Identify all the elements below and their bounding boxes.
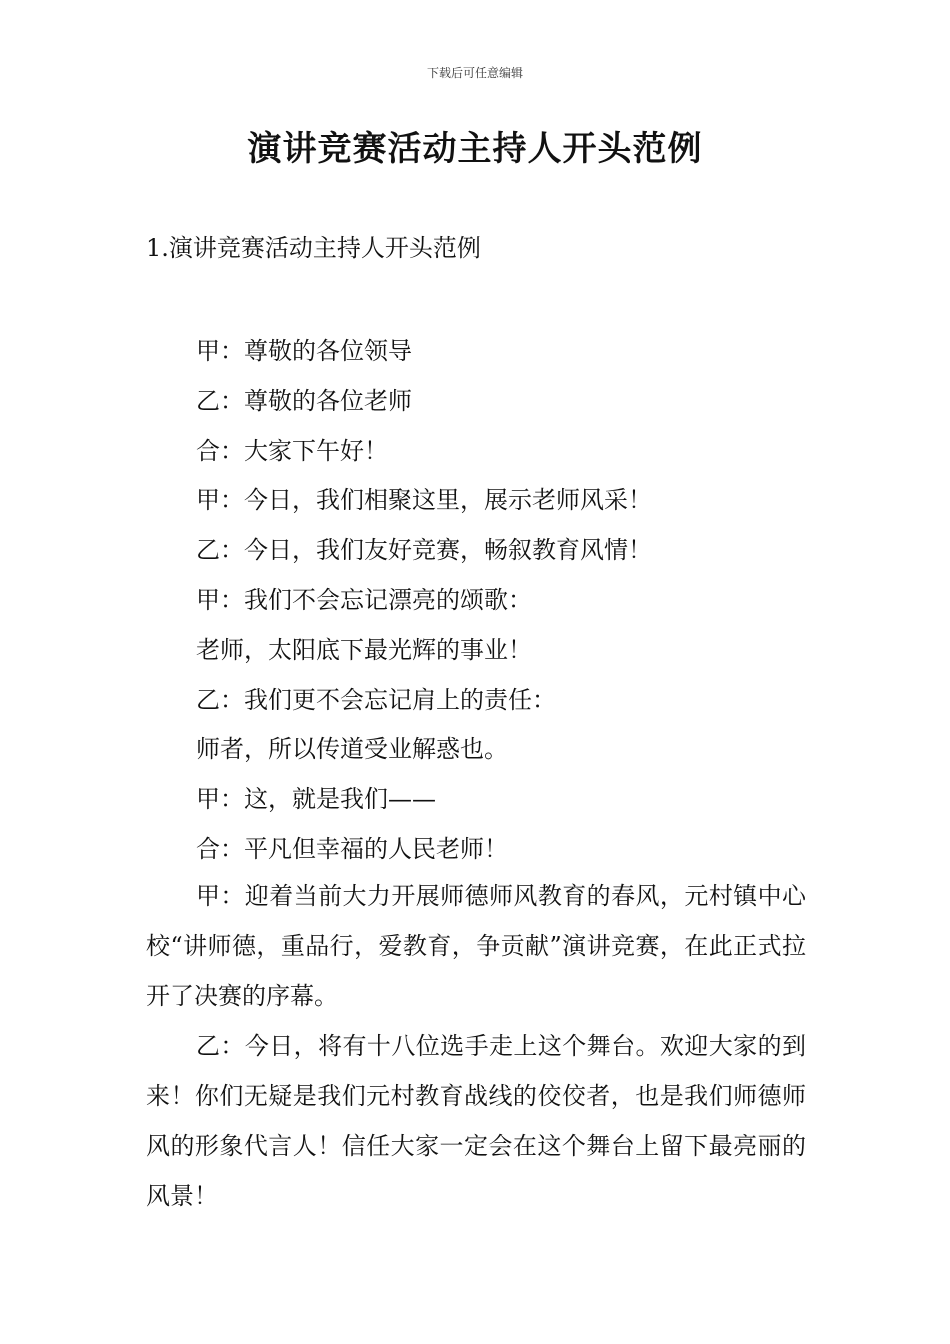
dialogue-line: 甲：今日，我们相聚这里，展示老师风采！ — [196, 486, 652, 515]
dialogue-line: 乙：今日，我们友好竞赛，畅叙教育风情！ — [196, 536, 652, 565]
body-paragraphs — [146, 871, 806, 1221]
dialogue-line: 师者，所以传道受业解惑也。 — [196, 735, 508, 764]
dialogue-line: 老师，太阳底下最光辉的事业！ — [196, 635, 532, 664]
dialogue-line: 合：大家下午好！ — [196, 436, 388, 465]
body-paragraph: 乙：今日，将有十八位选手走上这个舞台。欢迎大家的到来！你们无疑是我们元村教育战线的佼佼者，也是我们师德师风的形象代言人！信任大家一定会在这个舞台上留下最亮丽的风景！ — [146, 1032, 806, 1210]
body-paragraph: 甲：迎着当前大力开展师德师风教育的春风，元村镇中心校“讲师德，重品行，爱教育，争贡献”演讲竞赛，在此正式拉开了决赛的序幕。 — [146, 882, 806, 1010]
dialogue-line: 乙：尊敬的各位老师 — [196, 386, 412, 415]
dialogue-line: 乙：我们更不会忘记肩上的责任： — [196, 685, 556, 714]
page-header-note: 下载后可任意编辑 — [426, 66, 523, 80]
section-heading: 1.演讲竞赛活动主持人开头范例 — [146, 234, 481, 262]
dialogue-list — [146, 327, 806, 875]
dialogue-line: 甲：我们不会忘记漂亮的颂歌： — [196, 585, 532, 614]
dialogue-line: 甲：这，就是我们—— — [196, 785, 436, 814]
dialogue-line: 甲：尊敬的各位领导 — [196, 337, 412, 365]
dialogue-line: 合：平凡但幸福的人民老师！ — [196, 834, 508, 863]
document-title: 演讲竞赛活动主持人开头范例 — [247, 129, 703, 169]
